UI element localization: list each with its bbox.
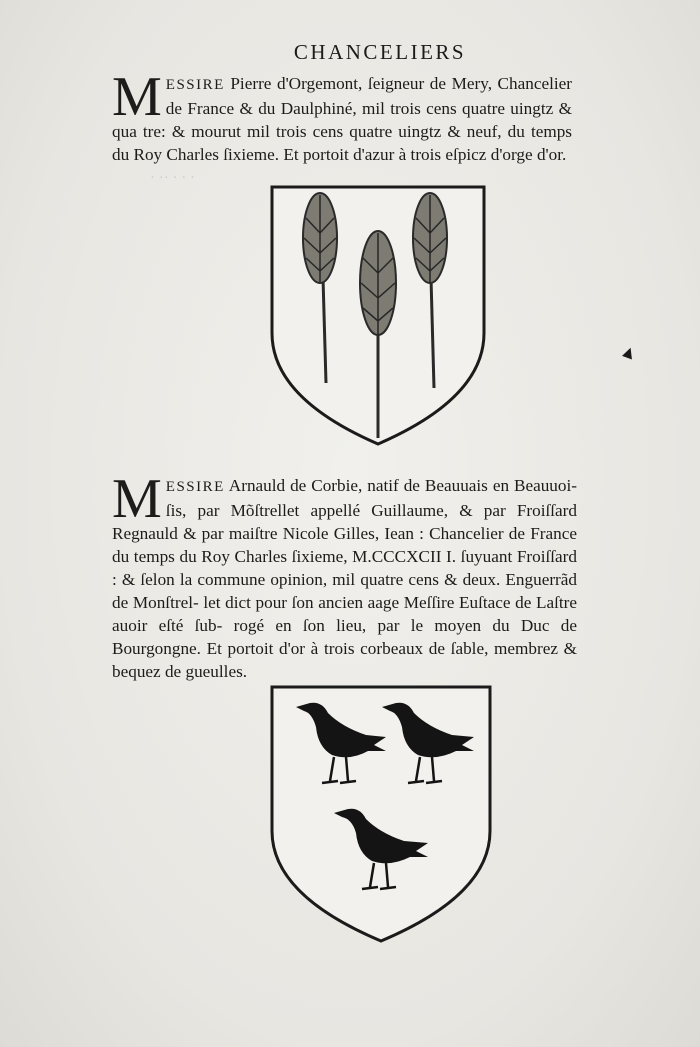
drop-capital: M: [112, 468, 162, 530]
entry-text: Arnauld de Corbie, natif de Beauuais en Beauuoi- ſis, par Mõſtrellet appellé Guillaume, & par Froiſſard Regnauld & par maiſtre Nicole Gilles, Iean : Chancelier de France du temps du Roy Charles ſixieme, M.CCCXCII I. ſuyuant Froiſſard : & ſelon la commune opinion, mil quatre cens & deux. Enguerrãd de Monſtrel- let dict pour ſon ancien aage Meſſire Euſtace de Laſtre auoir eſté ſub- rogé en ſon lieu, par le moyen du Duc de Bourgongne. Et portoit d'or à trois corbeaux de ſable, membrez & bequez de gueulles.: [112, 476, 577, 681]
entry-text: Pierre d'Orgemont, ſeigneur de Mery, Chancelier de France & du Daulphiné, mil trois cens quatre uingtz & qua tre: & mourut mil trois cens quatre uingtz & neuf, du temps du Roy Charles ſixieme. Et portoit d'azur à trois eſpicz d'orge d'or.: [112, 74, 572, 164]
small-caps-word: ESSIRE: [165, 77, 225, 93]
small-caps-word: ESSIRE: [165, 479, 225, 495]
entry-orgemont: [112, 66, 572, 166]
show-through-text: · · · ·· ·: [150, 170, 195, 186]
running-head: CHANCELIERS: [293, 40, 467, 64]
shield-wheat-icon: [268, 183, 488, 448]
shield-ravens-icon: [268, 683, 494, 945]
drop-capital: M: [112, 66, 162, 128]
ink-blot: ▲: [617, 339, 641, 365]
entry-paragraph: [112, 66, 572, 166]
entry-corbie: [112, 468, 577, 683]
entry-paragraph: [112, 468, 577, 683]
